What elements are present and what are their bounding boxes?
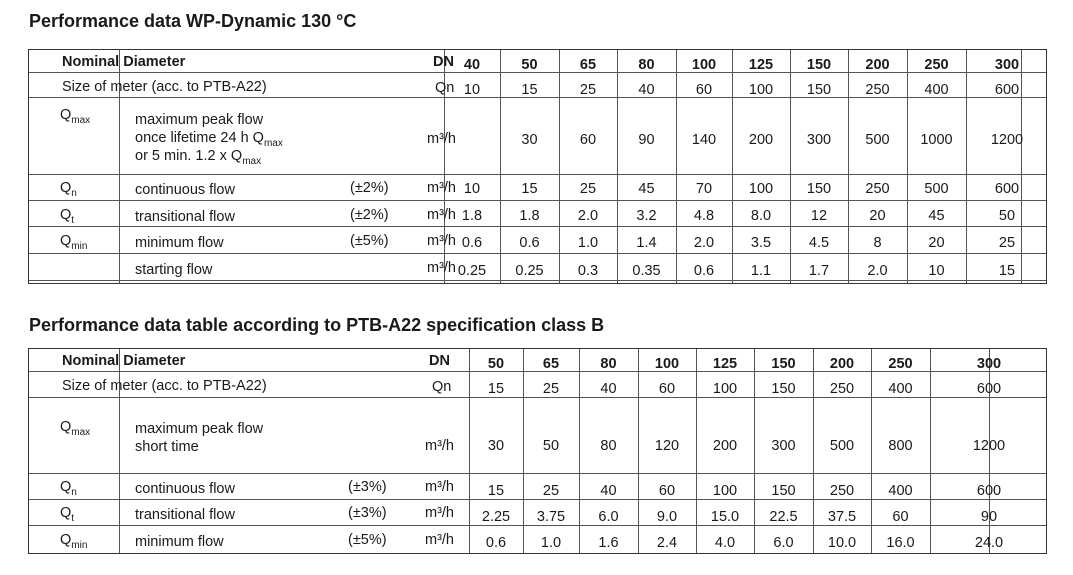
header-value: 250 [924, 57, 949, 73]
description-line [135, 234, 224, 252]
size-value: 250 [829, 381, 855, 397]
description-line [135, 261, 212, 279]
data-value: 500 [924, 181, 949, 197]
column-divider [579, 349, 580, 553]
column-divider [559, 50, 560, 283]
size-unit: Qn [435, 80, 455, 96]
tolerance: (±2%) [350, 207, 389, 223]
size-value: 600 [994, 82, 1020, 98]
unit: m³/h [427, 131, 456, 147]
description-line [135, 438, 263, 456]
data-value: 200 [748, 132, 774, 148]
row-description [135, 506, 235, 524]
data-value: 6.0 [773, 535, 794, 551]
description-text: minimum flow [135, 534, 224, 550]
data-value: 1.4 [636, 235, 657, 251]
row-description [135, 261, 212, 279]
header-value: 40 [463, 57, 481, 73]
data-value: 250 [829, 483, 855, 499]
symbol-subscript: t [71, 215, 75, 226]
size-value: 400 [888, 381, 913, 397]
column-divider [732, 50, 733, 283]
data-value: 500 [865, 132, 890, 148]
data-value: 8.0 [750, 208, 772, 224]
symbol-subscript: min [71, 540, 88, 551]
data-value: 24.0 [974, 535, 1004, 551]
data-value: 45 [638, 181, 655, 197]
data-value: 1200 [972, 438, 1006, 454]
data-value: 20 [869, 208, 886, 224]
data-value: 90 [980, 509, 998, 525]
column-divider [617, 50, 618, 283]
data-value: 15.0 [710, 509, 740, 525]
description-line [135, 129, 283, 147]
data-value: 2.0 [577, 208, 599, 224]
symbol-subscript: max [71, 115, 91, 126]
description-text: minimum flow [135, 235, 224, 251]
unit: m³/h [427, 207, 456, 223]
size-value: 60 [658, 381, 676, 397]
description-line [135, 420, 263, 438]
size-value: 10 [463, 82, 481, 98]
data-value: 22.5 [769, 509, 798, 525]
data-value: 60 [892, 509, 909, 525]
description-line [135, 111, 283, 129]
header-value: 100 [691, 57, 717, 73]
data-value: 1.0 [540, 535, 562, 551]
data-value: 600 [976, 483, 1002, 499]
tolerance: (±5%) [350, 233, 389, 249]
row-divider [29, 253, 1046, 254]
header-unit: DN [429, 353, 450, 369]
column-divider [871, 349, 872, 553]
tolerance: (±3%) [348, 505, 387, 521]
row-divider [29, 397, 1046, 398]
performance-table-ptb-a22 [28, 348, 1047, 554]
column-divider [696, 349, 697, 553]
row-divider [29, 280, 1046, 281]
data-value: 30 [521, 132, 538, 148]
size-label: Size of meter (acc. to PTB-A22) [62, 378, 267, 394]
row-description [135, 208, 235, 226]
row-divider [29, 499, 1046, 500]
header-value: 200 [829, 356, 855, 372]
symbol-letter: Q [60, 233, 72, 249]
size-value: 600 [976, 381, 1002, 397]
description-line [135, 533, 224, 551]
description-line [135, 506, 235, 524]
description-text: maximum peak flow [135, 112, 264, 128]
size-value: 25 [542, 381, 560, 397]
data-value: 0.6 [461, 235, 483, 251]
size-value: 250 [865, 82, 890, 98]
data-value: 37.5 [827, 509, 857, 525]
quantity-symbol [60, 180, 77, 199]
row-description [135, 533, 224, 551]
symbol-subscript: t [71, 513, 75, 524]
header-value: 80 [638, 57, 655, 73]
table2-title: Performance data table according to PTB-A22 specification class B [29, 315, 605, 335]
symbol-letter: Q [60, 107, 72, 123]
size-value: 100 [748, 82, 774, 98]
description-line [135, 480, 235, 498]
data-value: 9.0 [656, 509, 678, 525]
data-value: 8 [873, 235, 882, 251]
column-divider [930, 349, 931, 553]
data-value: 0.25 [515, 263, 544, 279]
data-value: 2.0 [693, 235, 715, 251]
header-value: 65 [542, 356, 560, 372]
data-value: 25 [579, 181, 597, 197]
data-value: 80 [600, 438, 617, 454]
data-value: 50 [542, 438, 560, 454]
size-label: Size of meter (acc. to PTB-A22) [62, 79, 267, 95]
tolerance: (±5%) [348, 532, 387, 548]
symbol-letter: Q [60, 207, 72, 223]
data-value: 15 [521, 181, 538, 197]
data-value: 30 [487, 438, 505, 454]
data-value: 6.0 [598, 509, 619, 525]
data-value: 0.35 [632, 263, 661, 279]
row-divider [29, 473, 1046, 474]
column-divider [966, 50, 967, 283]
data-value: 0.6 [519, 235, 540, 251]
data-value: 140 [691, 132, 717, 148]
data-value: 1.8 [461, 208, 483, 224]
data-value: 120 [654, 438, 680, 454]
size-value: 40 [600, 381, 617, 397]
row-divider [29, 174, 1046, 175]
symbol-subscript: max [71, 427, 91, 438]
symbol-subscript: n [71, 487, 77, 498]
description-text: continuous flow [135, 182, 235, 198]
header-value: 200 [865, 57, 890, 73]
description-text: transitional flow [135, 507, 235, 523]
row-description [135, 234, 224, 252]
size-value: 40 [638, 82, 655, 98]
symbol-subscript: min [71, 241, 88, 252]
data-value: 100 [712, 483, 738, 499]
data-value: 25 [542, 483, 560, 499]
data-value: 1.1 [750, 263, 772, 279]
description-text: or 5 min. 1.2 x Q [135, 148, 243, 164]
symbol-letter: Q [60, 532, 72, 548]
column-divider [813, 349, 814, 553]
data-value: 2.4 [656, 535, 678, 551]
header-value: 250 [888, 356, 913, 372]
row-description [135, 181, 235, 199]
data-value: 60 [658, 483, 676, 499]
data-value: 600 [994, 181, 1020, 197]
header-label: Nominal Diameter [62, 54, 186, 70]
header-value: 300 [994, 57, 1020, 73]
unit: m³/h [425, 479, 454, 495]
description-line [135, 208, 235, 226]
column-divider [523, 349, 524, 553]
unit: m³/h [425, 532, 454, 548]
unit: m³/h [425, 505, 454, 521]
quantity-symbol [60, 419, 91, 438]
description-text: short time [135, 439, 199, 455]
header-value: 125 [712, 356, 738, 372]
data-value: 15 [998, 263, 1016, 279]
data-value: 1000 [920, 132, 953, 148]
header-value: 50 [487, 356, 505, 372]
data-value: 70 [695, 181, 713, 197]
unit: m³/h [425, 438, 454, 454]
data-value: 1.0 [577, 235, 599, 251]
description-text: maximum peak flow [135, 421, 264, 437]
column-divider [676, 50, 677, 283]
row-divider [29, 525, 1046, 526]
data-value: 2.25 [481, 509, 511, 525]
column-divider [500, 50, 501, 283]
row-divider [29, 226, 1046, 227]
size-unit: Qn [432, 379, 452, 395]
header-label: Nominal Diameter [62, 353, 186, 369]
row-description [135, 420, 263, 456]
symbol-letter: Q [60, 505, 72, 521]
description-line [135, 147, 283, 165]
quantity-symbol [60, 532, 88, 551]
data-value: 3.75 [536, 509, 566, 525]
description-text: starting flow [135, 262, 213, 278]
description-text: once lifetime 24 h Q [135, 130, 264, 146]
data-value: 0.25 [457, 263, 487, 279]
column-divider [1021, 50, 1022, 283]
symbol-letter: Q [60, 479, 72, 495]
description-text: transitional flow [135, 209, 235, 225]
data-value: 2.0 [867, 263, 888, 279]
size-value: 150 [806, 82, 832, 98]
data-value: 200 [712, 438, 738, 454]
data-value: 1.8 [519, 208, 540, 224]
data-value: 50 [998, 208, 1016, 224]
header-value: 65 [579, 57, 597, 73]
data-value: 20 [928, 235, 945, 251]
data-value: 45 [928, 208, 945, 224]
column-divider [790, 50, 791, 283]
tolerance: (±2%) [350, 180, 389, 196]
description-line [135, 181, 235, 199]
size-value: 15 [487, 381, 505, 397]
column-divider [754, 349, 755, 553]
data-value: 4.8 [693, 208, 715, 224]
data-value: 12 [810, 208, 828, 224]
header-value: 150 [771, 356, 796, 372]
data-value: 150 [806, 181, 832, 197]
symbol-letter: Q [60, 419, 72, 435]
header-value: 125 [748, 57, 774, 73]
data-value: 16.0 [886, 535, 915, 551]
table1-title: Performance data WP-Dynamic 130 °C [29, 11, 357, 31]
data-value: 10.0 [827, 535, 857, 551]
performance-table-130c [28, 49, 1047, 284]
data-value: 15 [487, 483, 505, 499]
data-value: 250 [865, 181, 890, 197]
symbol-letter: Q [60, 180, 72, 196]
header-value: 100 [654, 356, 680, 372]
data-value: 0.6 [485, 535, 507, 551]
description-subscript: max [263, 138, 283, 149]
data-value: 90 [638, 132, 655, 148]
data-value: 10 [463, 181, 481, 197]
size-value: 400 [924, 82, 949, 98]
column-divider [907, 50, 908, 283]
data-value: 500 [829, 438, 855, 454]
data-value: 400 [888, 483, 913, 499]
quantity-symbol [60, 505, 75, 524]
column-divider [469, 349, 470, 553]
header-value: 50 [521, 57, 538, 73]
size-value: 60 [695, 82, 713, 98]
data-value: 300 [806, 132, 832, 148]
data-value: 1.6 [598, 535, 619, 551]
tolerance: (±3%) [348, 479, 387, 495]
data-value: 25 [998, 235, 1016, 251]
unit: m³/h [427, 233, 456, 249]
header-unit: DN [433, 54, 454, 70]
unit: m³/h [427, 180, 456, 196]
data-value: 100 [748, 181, 774, 197]
data-value: 300 [771, 438, 796, 454]
data-value: 3.2 [636, 208, 657, 224]
unit: m³/h [427, 260, 456, 276]
row-divider [29, 200, 1046, 201]
data-value: 1.7 [808, 263, 830, 279]
row-description [135, 480, 235, 498]
size-value: 100 [712, 381, 738, 397]
header-value: 150 [806, 57, 832, 73]
header-value: 300 [976, 356, 1002, 372]
quantity-symbol [60, 479, 77, 498]
data-value: 1200 [990, 132, 1024, 148]
data-value: 3.5 [750, 235, 772, 251]
column-divider [638, 349, 639, 553]
row-description [135, 111, 283, 165]
data-value: 10 [928, 263, 945, 279]
quantity-symbol [60, 107, 91, 126]
size-value: 150 [771, 381, 796, 397]
size-value: 15 [521, 82, 538, 98]
quantity-symbol [60, 207, 75, 226]
symbol-subscript: n [71, 188, 77, 199]
description-subscript: max [242, 156, 262, 167]
data-value: 40 [600, 483, 617, 499]
data-value: 800 [888, 438, 913, 454]
data-value: 4.5 [808, 235, 830, 251]
quantity-symbol [60, 233, 88, 252]
data-value: 4.0 [714, 535, 736, 551]
data-value: 60 [579, 132, 597, 148]
data-value: 0.3 [577, 263, 599, 279]
data-value: 0.6 [693, 263, 715, 279]
column-divider [848, 50, 849, 283]
header-value: 80 [600, 356, 617, 372]
size-value: 25 [579, 82, 597, 98]
description-text: continuous flow [135, 481, 235, 497]
data-value: 150 [771, 483, 796, 499]
